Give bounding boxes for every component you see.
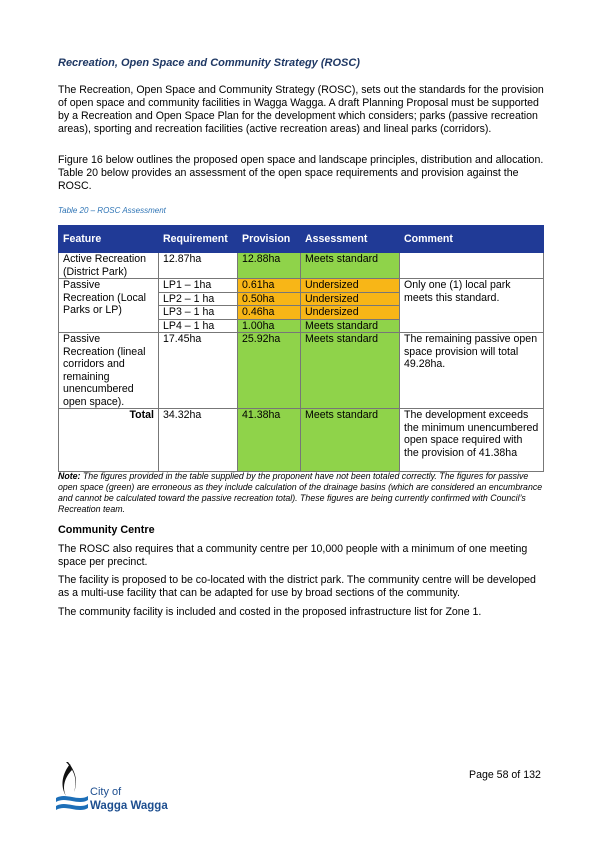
community-paragraph-2: The facility is proposed to be co-located with the district park. The community centre will be developed as a multi-use facility that can be adapted for use by broad sections of the community. xyxy=(58,574,536,599)
cell-assessment: Undersized xyxy=(301,306,400,320)
cell-requirement: 17.45ha xyxy=(159,333,238,409)
cell-provision: 1.00ha xyxy=(238,319,301,333)
table-note xyxy=(58,471,546,515)
header-feature: Feature xyxy=(59,226,159,253)
cell-feature: Passive Recreation (Local Parks or LP) xyxy=(59,279,159,333)
table-header-row xyxy=(59,226,544,253)
table-caption: Table 20 – ROSC Assessment xyxy=(58,206,166,215)
cell-provision: 0.61ha xyxy=(238,279,301,293)
cell-comment: Only one (1) local park meets this standard. xyxy=(400,279,544,333)
header-requirement: Requirement xyxy=(159,226,238,253)
cell-requirement: LP2 – 1 ha xyxy=(159,292,238,306)
cell-requirement: LP4 – 1 ha xyxy=(159,319,238,333)
header-assessment: Assessment xyxy=(301,226,400,253)
section-heading: Recreation, Open Space and Community Strategy (ROSC) xyxy=(58,57,360,69)
cell-requirement: LP1 – 1ha xyxy=(159,279,238,293)
cell-assessment: Meets standard xyxy=(301,253,400,279)
cell-feature: Passive Recreation (lineal corridors and remaining unencumbered open space). xyxy=(59,333,159,409)
cell-total-label: Total xyxy=(59,409,159,472)
cell-requirement: LP3 – 1 ha xyxy=(159,306,238,320)
cell-assessment: Undersized xyxy=(301,279,400,293)
rosc-assessment-table xyxy=(58,225,544,472)
header-comment: Comment xyxy=(400,226,544,253)
intro-paragraph: The Recreation, Open Space and Community Strategy (ROSC), sets out the standards for the provision of open space and community facilities in Wagga Wagga. A draft Planning Proposal must be supported by a Recreation and Open Space Plan for the development which considers; parks (passive recreation areas), sporting and recreation facilities (active recreation areas) and lineal parks (corridors). xyxy=(58,84,544,135)
page-number: Page 58 of 132 xyxy=(469,769,541,781)
cell-assessment: Meets standard xyxy=(301,333,400,409)
cell-provision: 0.46ha xyxy=(238,306,301,320)
table-row-lineal xyxy=(59,333,544,409)
logo-text-line2: Wagga Wagga xyxy=(90,800,168,812)
cell-feature: Active Recreation (District Park) xyxy=(59,253,159,279)
table-row-lp1 xyxy=(59,279,544,293)
community-paragraph-3: The community facility is included and costed in the proposed infrastructure list for Zone 1. xyxy=(58,606,482,618)
cell-assessment: Undersized xyxy=(301,292,400,306)
community-paragraph-1: The ROSC also requires that a community centre per 10,000 people with a minimum of one meeting space per precinct. xyxy=(58,543,528,568)
cell-provision: 41.38ha xyxy=(238,409,301,472)
cell-requirement: 12.87ha xyxy=(159,253,238,279)
note-text: The figures provided in the table supplied by the proponent have not been totaled correctly. The figures for passive open space (green) are erroneous as they include calculation of the drainage basins (which are considered an encumbrance and cannot be calculated toward the passive recreation total). These figures are being currently confirmed with Council’s Recreation team. xyxy=(58,471,543,514)
header-provision: Provision xyxy=(238,226,301,253)
note-label: Note: xyxy=(58,471,81,481)
table-row-total xyxy=(59,409,544,472)
cell-assessment: Meets standard xyxy=(301,319,400,333)
cell-provision: 25.92ha xyxy=(238,333,301,409)
cell-comment: The remaining passive open space provision will total 49.28ha. xyxy=(400,333,544,409)
cell-comment: The development exceeds the minimum unencumbered open space required with the provision of 41.38ha xyxy=(400,409,544,472)
logo-text-line1: City of xyxy=(90,786,122,798)
community-centre-heading: Community Centre xyxy=(58,524,155,536)
cell-assessment: Meets standard xyxy=(301,409,400,472)
cell-comment xyxy=(400,253,544,279)
cell-provision: 12.88ha xyxy=(238,253,301,279)
table-row-active xyxy=(59,253,544,279)
cell-provision: 0.50ha xyxy=(238,292,301,306)
cell-requirement: 34.32ha xyxy=(159,409,238,472)
figure-paragraph: Figure 16 below outlines the proposed open space and landscape principles, distribution and allocation. Table 20 below provides an assessment of the open space requirements and provision against the ROSC. xyxy=(58,154,544,192)
